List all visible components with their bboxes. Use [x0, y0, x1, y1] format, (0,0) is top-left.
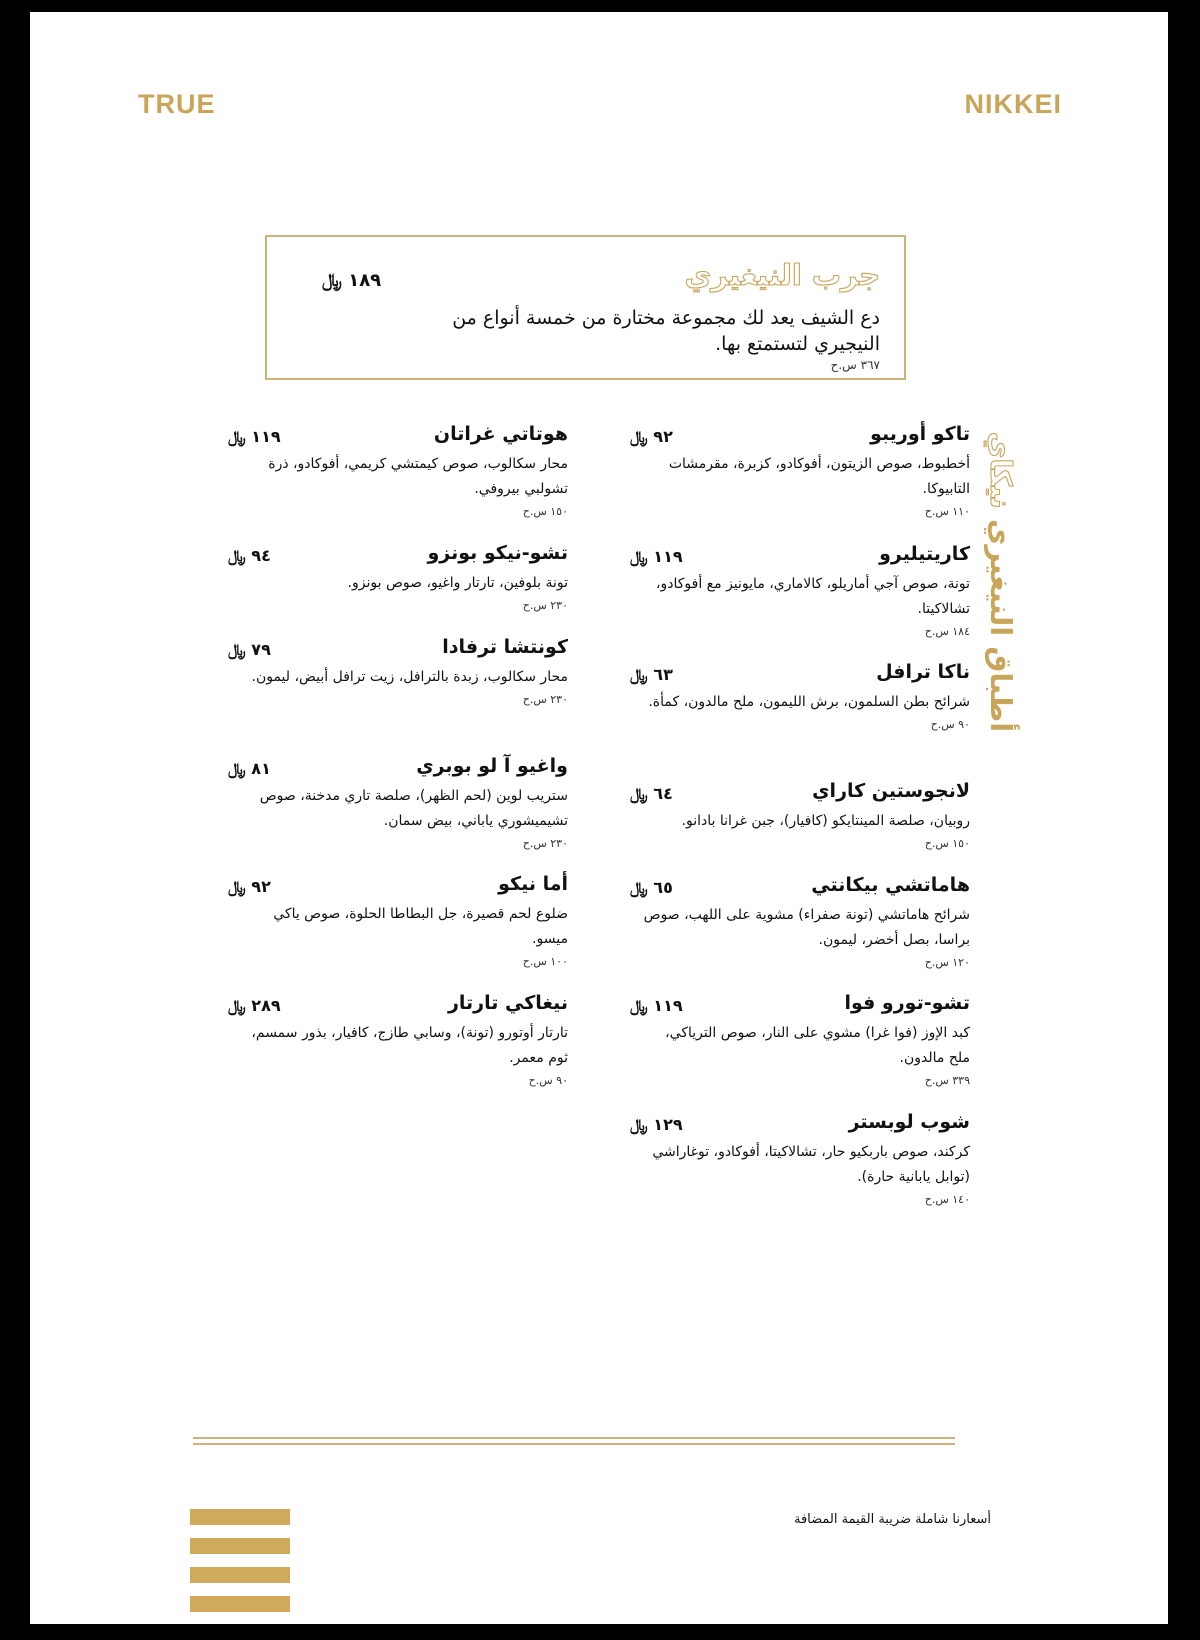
- item-calories: ٢٣٠ س.ح: [522, 599, 568, 612]
- brand-left: TRUE: [138, 89, 216, 119]
- menu-item: [228, 873, 568, 968]
- item-name: أما نيكو: [498, 873, 568, 895]
- item-description: كبد الإوز (فوا غرا) مشوي على النار، صوص الترياكي، ملح مالدون.: [665, 1025, 970, 1066]
- item-calories: ١٨٤ س.ح: [924, 625, 970, 638]
- item-price: ٩٤ ﷼: [228, 546, 271, 565]
- item-name: هوتاتي غراتان: [433, 423, 568, 445]
- footer-rule: [193, 1437, 955, 1439]
- section-title: [982, 427, 1020, 737]
- menu-item: [630, 543, 970, 638]
- menu-item: [228, 636, 568, 706]
- item-calories: ١٥٠ س.ح: [924, 837, 970, 850]
- item-description: تارتار أوتورو (تونة)، وسابي طازج، كافيار، بذور سمسم، ثوم معمر.: [251, 1025, 568, 1066]
- item-description: ستريب لوين (لحم الظهر)، صلصة تاري مدخنة، صوص تشيميشوري ياباني، بيض سمان.: [259, 788, 568, 829]
- item-name: شوب لوبستر: [848, 1111, 970, 1133]
- item-name: هاماتشي بيكانتي: [811, 874, 970, 896]
- menu-item: [228, 423, 568, 518]
- item-price: ٨١ ﷼: [228, 759, 271, 778]
- item-description: كركند، صوص باربكيو حار، تشالاكيتا، أفوكادو، توغاراشي (توابل يابانية حارة).: [652, 1144, 970, 1185]
- menu-item: [228, 542, 568, 612]
- item-calories: ٩٠ س.ح: [930, 718, 970, 731]
- featured-price: ١٨٩ ﷼: [322, 270, 382, 291]
- section-title-solid: أطباق النيغيري: [984, 518, 1018, 733]
- item-calories: ٢٣٠ س.ح: [522, 693, 568, 706]
- menu-page: [30, 12, 1168, 1624]
- menu-item: [228, 755, 568, 850]
- featured-calories: ٣٦٧ س.ح: [830, 358, 880, 372]
- item-name: تشو-نيكو بونزو: [427, 542, 568, 564]
- decorative-bar: [190, 1509, 290, 1525]
- item-price: ١٢٩ ﷼: [630, 1115, 683, 1134]
- section-title-outline: نيكاي: [984, 431, 1018, 509]
- menu-item: [630, 992, 970, 1087]
- item-name: تاكو أوريبو: [870, 423, 970, 445]
- item-name: ناكا ترافل: [876, 661, 970, 683]
- item-description: شرائح هاماتشي (تونة صفراء) مشوية على اللهب، صوص براسا، بصل أخضر، ليمون.: [643, 907, 970, 948]
- item-name: لانجوستين كاراي: [812, 780, 970, 802]
- item-calories: ٢٣٠ س.ح: [522, 837, 568, 850]
- item-name: نيغاكي تارتار: [447, 992, 568, 1014]
- featured-box: [265, 235, 906, 380]
- item-description: تونة، صوص آجي أماريلو، كالاماري، مايونيز مع أفوكادو، تشالاكيتا.: [655, 576, 970, 617]
- item-description: روبيان، صلصة المينتايكو (كافيار)، جبن غرانا بادانو.: [681, 813, 970, 829]
- item-description: تونة بلوفين، تارتار واغيو، صوص بونزو.: [347, 575, 568, 591]
- item-price: ٦٥ ﷼: [630, 878, 673, 897]
- item-calories: ٩٠ س.ح: [528, 1074, 568, 1087]
- menu-item: [630, 780, 970, 850]
- item-calories: ١٢٠ س.ح: [924, 956, 970, 969]
- item-description: ضلوع لحم قصيرة، جل البطاطا الحلوة، صوص ياكي ميسو.: [273, 906, 568, 947]
- item-price: ٧٩ ﷼: [228, 640, 271, 659]
- item-name: كونتشا ترفادا: [442, 636, 568, 658]
- vat-note: أسعارنا شاملة ضريبة القيمة المضافة: [794, 1512, 991, 1527]
- decorative-bar: [190, 1538, 290, 1554]
- item-calories: ١٠٠ س.ح: [522, 955, 568, 968]
- item-price: ١١٩ ﷼: [630, 547, 683, 566]
- item-price: ٦٤ ﷼: [630, 784, 673, 803]
- item-price: ١١٩ ﷼: [228, 427, 281, 446]
- item-price: ٩٢ ﷼: [630, 427, 673, 446]
- featured-description: دع الشيف يعد لك مجموعة مختارة من خمسة أنواع من النيجيري لتستمتع بها.: [452, 307, 880, 355]
- brand-right: NIKKEI: [964, 89, 1062, 119]
- decorative-bar: [190, 1596, 290, 1612]
- item-name: تشو-تورو فوا: [844, 992, 970, 1014]
- item-calories: ١٥٠ س.ح: [522, 505, 568, 518]
- menu-item: [630, 1111, 970, 1206]
- item-price: ٦٣ ﷼: [630, 665, 673, 684]
- item-price: ١١٩ ﷼: [630, 996, 683, 1015]
- item-calories: ٣٣٩ س.ح: [924, 1074, 970, 1087]
- item-description: شرائح بطن السلمون، برش الليمون، ملح مالدون، كمأة.: [648, 694, 970, 710]
- item-description: محار سكالوب، صوص كيمتشي كريمي، أفوكادو، ذرة تشولبي بيروفي.: [268, 456, 568, 497]
- item-name: واغيو آ لو بوبري: [416, 755, 568, 777]
- menu-item: [630, 661, 970, 731]
- menu-item: [630, 874, 970, 969]
- item-price: ٩٢ ﷼: [228, 877, 271, 896]
- item-price: ٢٨٩ ﷼: [228, 996, 281, 1015]
- footer-rule: [193, 1443, 955, 1445]
- item-calories: ١١٠ س.ح: [924, 505, 970, 518]
- item-name: كاريتيليرو: [879, 543, 970, 565]
- menu-item: [228, 992, 568, 1087]
- featured-title: جرب النيغيري: [684, 258, 880, 292]
- item-description: محار سكالوب، زبدة بالترافل، زيت ترافل أبيض، ليمون.: [251, 669, 568, 685]
- menu-item: [630, 423, 970, 518]
- decorative-bar: [190, 1567, 290, 1583]
- item-description: أخطبوط، صوص الزيتون، أفوكادو، كزبرة، مقرمشات التابيوكا.: [668, 456, 970, 497]
- item-calories: ١٤٠ س.ح: [924, 1193, 970, 1206]
